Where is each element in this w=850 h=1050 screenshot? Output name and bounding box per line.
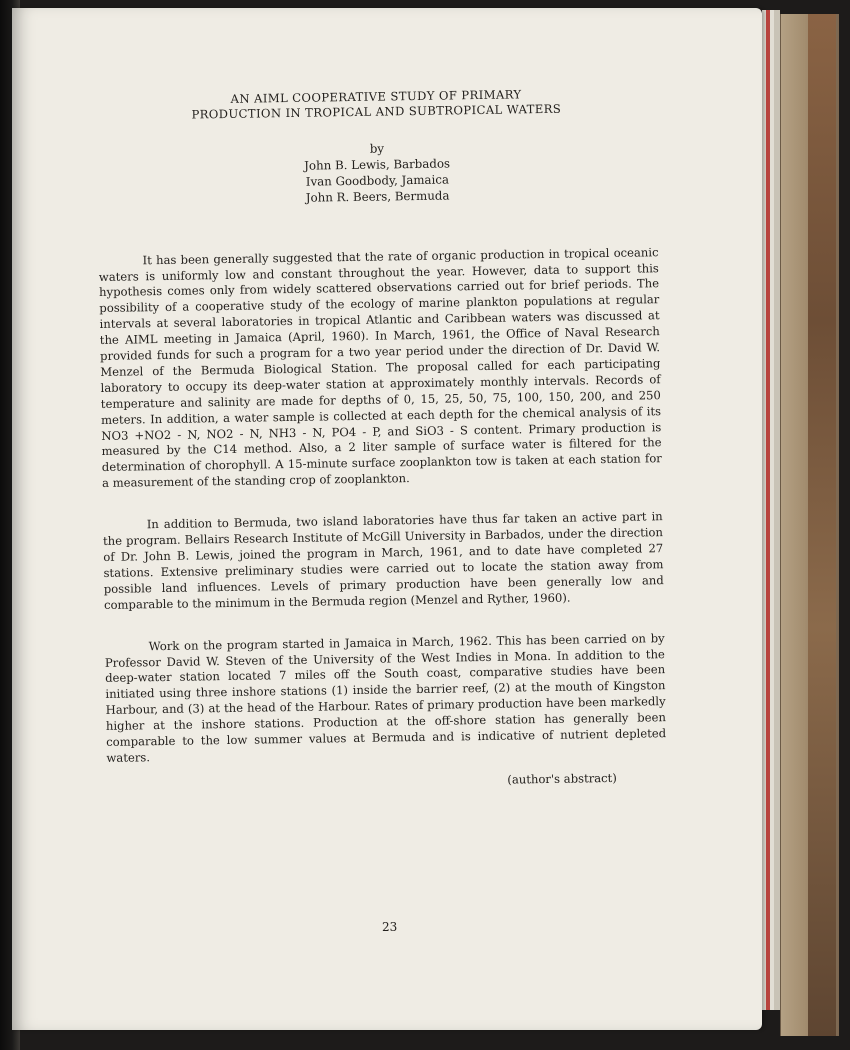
- book-cover-edge: [808, 14, 836, 1036]
- page-edge: [774, 10, 780, 1010]
- paragraph-1: It has been generally suggested that the rate of organic production in tropical oceanic waters is uniformly low and constant throughout the year. However, data to support this hypothesis comes only from widely scattered observations carried out for brief periods. The possibility of a cooperative study of the ecology of marine plankton populations at regular intervals at several laboratories in tropical Atlantic and Caribbean waters was discussed at the AIML meeting in Jamaica (April, 1960). In March, 1961, the Office of Naval Research provided funds for such a program for a two year period under the direction of Dr. David W. Menzel of the Bermuda Biological Station. The proposal called for each participating laboratory to occupy its deep-water station at approximately monthly intervals. Records of temperature and salinity are made for depths of 0, 15, 25, 50, 75, 100, 150, 200, and 250 meters. In addition, a water sample is collected at each depth for the chemical analysis of its NO3 +NO2 - N, NO2 - N, NH3 - N, PO4 - P, and SiO3 - S content. Primary production is measured by the C14 method. Also, a 2 liter sample of surface water is filtered for the determination of chorophyll. A 15-minute surface zooplankton tow is taken at each station for a measurement of the standing crop of zooplankton.: [98, 244, 662, 491]
- document-page: [12, 8, 762, 1030]
- title-line-1: AN AIML COOPERATIVE STUDY OF PRIMARY: [230, 87, 522, 106]
- author-list: [97, 152, 658, 209]
- paragraph-2: In addition to Bermuda, two island laboratories have thus far taken an active part in the program. Bellairs Research Institute of McGill University in Barbados, under the direction of Dr. John B. Lewis, joined the program in March, 1961, and to date have completed 27 stations. Extensive preliminary studies were carried out to locate the station away from possible land influences. Levels of primary production have been generally low and comparable to the minimum in the Bermuda region (Menzel and Ryther, 1960).: [102, 509, 664, 612]
- page-content: [96, 85, 667, 794]
- author-1: John B. Lewis, Barbados: [304, 156, 451, 173]
- paragraph-3: Work on the program started in Jamaica in March, 1962. This has been carried on by Professor David W. Steven of the University of the West Indies in Mona. In addition to the deep-water station located 7 miles off the South coast, comparative studies have been initiated using three inshore stations (1) inside the barrier reef, (2) at the mouth of Kingston Harbour, and (3) at the head of the Harbour. Rates of primary production have been markedly higher at the inshore stations. Production at the off-shore station has generally been comparable to the low summer values at Bermuda and is indicative of nutrient depleted waters.: [104, 630, 667, 765]
- paper-title: [96, 85, 656, 124]
- author-2: Ivan Goodbody, Jamaica: [305, 172, 450, 189]
- byline: by: [369, 141, 385, 156]
- abstract-note: (author's abstract): [507, 770, 617, 787]
- page-number: 23: [382, 920, 398, 934]
- author-3: John R. Beers, Bermuda: [305, 188, 450, 206]
- title-line-2: PRODUCTION IN TROPICAL AND SUBTROPICAL WATERS: [191, 101, 562, 122]
